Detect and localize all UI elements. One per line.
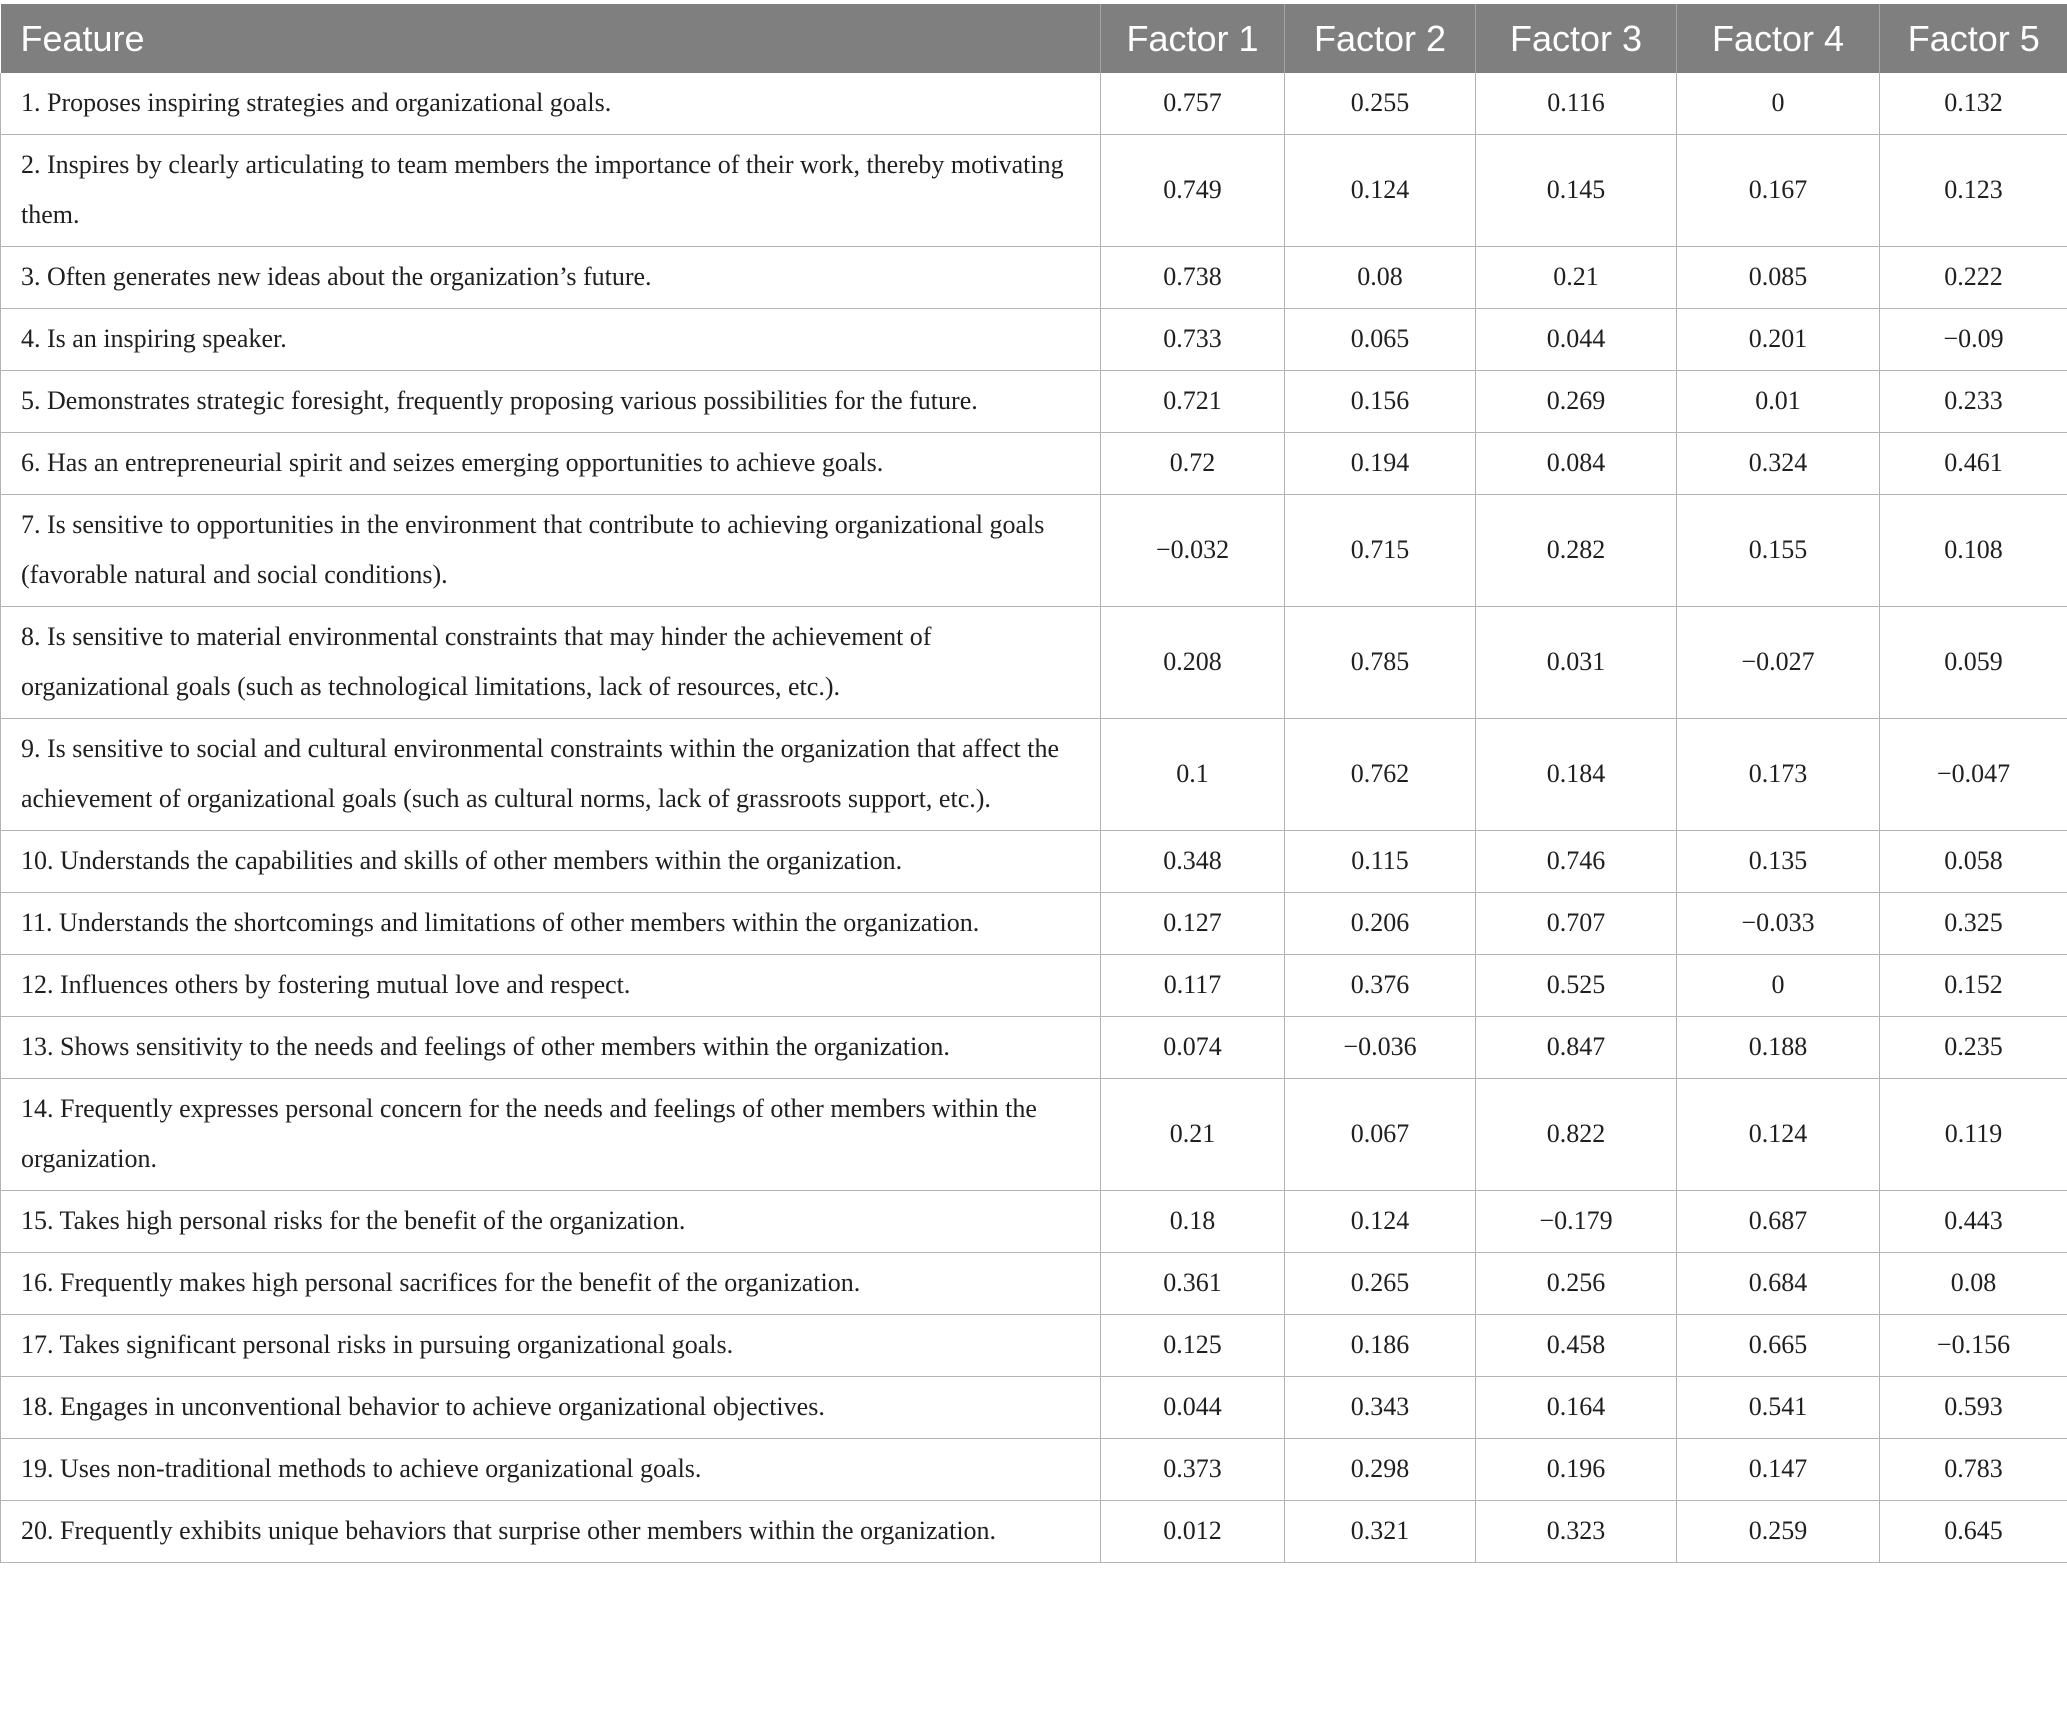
factor-4-value: 0.541 xyxy=(1677,1377,1880,1439)
factor-1-value: 0.012 xyxy=(1101,1501,1285,1563)
factor-2-value: 0.156 xyxy=(1285,371,1476,433)
table-row xyxy=(1,831,2067,893)
factor-2-value: −0.036 xyxy=(1285,1017,1476,1079)
factor-2-value: 0.115 xyxy=(1285,831,1476,893)
factor-2-value: 0.321 xyxy=(1285,1501,1476,1563)
column-header-factor-1: Factor 1 xyxy=(1101,4,1285,73)
factor-5-value: 0.235 xyxy=(1880,1017,2067,1079)
factor-1-value: 0.749 xyxy=(1101,135,1285,247)
factor-4-value: 0.147 xyxy=(1677,1439,1880,1501)
table-row xyxy=(1,719,2067,831)
factor-1-value: 0.757 xyxy=(1101,73,1285,135)
feature-cell: 17. Takes significant personal risks in pursuing organizational goals. xyxy=(1,1315,1101,1377)
factor-1-value: 0.361 xyxy=(1101,1253,1285,1315)
factor-1-value: 0.127 xyxy=(1101,893,1285,955)
factor-4-value: 0.173 xyxy=(1677,719,1880,831)
column-header-factor-4: Factor 4 xyxy=(1677,4,1880,73)
table-row xyxy=(1,1017,2067,1079)
factor-5-value: 0.461 xyxy=(1880,433,2067,495)
column-header-factor-3: Factor 3 xyxy=(1476,4,1677,73)
factor-4-value: 0 xyxy=(1677,73,1880,135)
table-row xyxy=(1,1079,2067,1191)
factor-4-value: 0.155 xyxy=(1677,495,1880,607)
factor-5-value: 0.645 xyxy=(1880,1501,2067,1563)
factor-4-value: 0.687 xyxy=(1677,1191,1880,1253)
factor-3-value: 0.164 xyxy=(1476,1377,1677,1439)
table-row xyxy=(1,1191,2067,1253)
factor-5-value: 0.783 xyxy=(1880,1439,2067,1501)
factor-2-value: 0.186 xyxy=(1285,1315,1476,1377)
factor-1-value: 0.208 xyxy=(1101,607,1285,719)
factor-5-value: 0.222 xyxy=(1880,247,2067,309)
feature-cell: 10. Understands the capabilities and skills of other members within the organization. xyxy=(1,831,1101,893)
factor-4-value: 0.684 xyxy=(1677,1253,1880,1315)
table-row xyxy=(1,1377,2067,1439)
feature-cell: 5. Demonstrates strategic foresight, frequently proposing various possibilities for the future. xyxy=(1,371,1101,433)
factor-5-value: 0.233 xyxy=(1880,371,2067,433)
factor-1-value: 0.721 xyxy=(1101,371,1285,433)
feature-cell: 18. Engages in unconventional behavior to achieve organizational objectives. xyxy=(1,1377,1101,1439)
factor-5-value: 0.119 xyxy=(1880,1079,2067,1191)
table-row xyxy=(1,1315,2067,1377)
feature-cell: 15. Takes high personal risks for the benefit of the organization. xyxy=(1,1191,1101,1253)
factor-3-value: 0.044 xyxy=(1476,309,1677,371)
factor-4-value: 0 xyxy=(1677,955,1880,1017)
factor-1-value: 0.733 xyxy=(1101,309,1285,371)
table-row xyxy=(1,1501,2067,1563)
factor-3-value: −0.179 xyxy=(1476,1191,1677,1253)
factor-2-value: 0.124 xyxy=(1285,1191,1476,1253)
factor-5-value: −0.09 xyxy=(1880,309,2067,371)
feature-cell: 6. Has an entrepreneurial spirit and seizes emerging opportunities to achieve goals. xyxy=(1,433,1101,495)
factor-2-value: 0.376 xyxy=(1285,955,1476,1017)
factor-4-value: 0.085 xyxy=(1677,247,1880,309)
factor-1-value: 0.074 xyxy=(1101,1017,1285,1079)
feature-cell: 20. Frequently exhibits unique behaviors that surprise other members within the organization. xyxy=(1,1501,1101,1563)
table-row xyxy=(1,247,2067,309)
column-header-factor-5: Factor 5 xyxy=(1880,4,2067,73)
factor-3-value: 0.525 xyxy=(1476,955,1677,1017)
factor-2-value: 0.785 xyxy=(1285,607,1476,719)
feature-cell: 4. Is an inspiring speaker. xyxy=(1,309,1101,371)
factor-2-value: 0.265 xyxy=(1285,1253,1476,1315)
feature-cell: 19. Uses non-traditional methods to achieve organizational goals. xyxy=(1,1439,1101,1501)
factor-3-value: 0.282 xyxy=(1476,495,1677,607)
table-row xyxy=(1,309,2067,371)
table-row xyxy=(1,607,2067,719)
feature-cell: 1. Proposes inspiring strategies and organizational goals. xyxy=(1,73,1101,135)
feature-cell: 11. Understands the shortcomings and limitations of other members within the organization. xyxy=(1,893,1101,955)
factor-5-value: 0.132 xyxy=(1880,73,2067,135)
factor-3-value: 0.256 xyxy=(1476,1253,1677,1315)
factor-1-value: 0.117 xyxy=(1101,955,1285,1017)
factor-2-value: 0.124 xyxy=(1285,135,1476,247)
factor-3-value: 0.031 xyxy=(1476,607,1677,719)
factor-5-value: −0.156 xyxy=(1880,1315,2067,1377)
feature-cell: 12. Influences others by fostering mutual love and respect. xyxy=(1,955,1101,1017)
feature-cell: 9. Is sensitive to social and cultural environmental constraints within the organization that affect the achievement of organizational goals (such as cultural norms, lack of grassroots support, etc.). xyxy=(1,719,1101,831)
factor-4-value: 0.01 xyxy=(1677,371,1880,433)
factor-5-value: −0.047 xyxy=(1880,719,2067,831)
factor-loadings-table xyxy=(0,4,2067,1563)
factor-5-value: 0.058 xyxy=(1880,831,2067,893)
feature-cell: 2. Inspires by clearly articulating to team members the importance of their work, thereby motivating them. xyxy=(1,135,1101,247)
table-row xyxy=(1,1253,2067,1315)
factor-2-value: 0.065 xyxy=(1285,309,1476,371)
factor-1-value: 0.18 xyxy=(1101,1191,1285,1253)
factor-3-value: 0.269 xyxy=(1476,371,1677,433)
factor-4-value: 0.188 xyxy=(1677,1017,1880,1079)
factor-4-value: 0.665 xyxy=(1677,1315,1880,1377)
factor-3-value: 0.822 xyxy=(1476,1079,1677,1191)
feature-cell: 3. Often generates new ideas about the organization’s future. xyxy=(1,247,1101,309)
factor-2-value: 0.206 xyxy=(1285,893,1476,955)
table-row xyxy=(1,433,2067,495)
factor-3-value: 0.116 xyxy=(1476,73,1677,135)
table-row xyxy=(1,893,2067,955)
factor-3-value: 0.084 xyxy=(1476,433,1677,495)
factor-3-value: 0.184 xyxy=(1476,719,1677,831)
factor-4-value: 0.124 xyxy=(1677,1079,1880,1191)
factor-2-value: 0.343 xyxy=(1285,1377,1476,1439)
factor-3-value: 0.196 xyxy=(1476,1439,1677,1501)
factor-1-value: 0.044 xyxy=(1101,1377,1285,1439)
factor-1-value: 0.21 xyxy=(1101,1079,1285,1191)
factor-5-value: 0.123 xyxy=(1880,135,2067,247)
factor-4-value: −0.033 xyxy=(1677,893,1880,955)
factor-5-value: 0.108 xyxy=(1880,495,2067,607)
factor-5-value: 0.152 xyxy=(1880,955,2067,1017)
header-row xyxy=(1,4,2067,73)
factor-5-value: 0.443 xyxy=(1880,1191,2067,1253)
table-header xyxy=(1,4,2067,73)
factor-2-value: 0.715 xyxy=(1285,495,1476,607)
factor-4-value: 0.167 xyxy=(1677,135,1880,247)
factor-3-value: 0.323 xyxy=(1476,1501,1677,1563)
factor-3-value: 0.145 xyxy=(1476,135,1677,247)
table-row xyxy=(1,135,2067,247)
factor-2-value: 0.762 xyxy=(1285,719,1476,831)
factor-2-value: 0.067 xyxy=(1285,1079,1476,1191)
factor-5-value: 0.059 xyxy=(1880,607,2067,719)
factor-1-value: 0.738 xyxy=(1101,247,1285,309)
factor-3-value: 0.21 xyxy=(1476,247,1677,309)
factor-2-value: 0.255 xyxy=(1285,73,1476,135)
feature-cell: 16. Frequently makes high personal sacrifices for the benefit of the organization. xyxy=(1,1253,1101,1315)
factor-1-value: 0.72 xyxy=(1101,433,1285,495)
factor-4-value: 0.135 xyxy=(1677,831,1880,893)
factor-4-value: 0.324 xyxy=(1677,433,1880,495)
factor-3-value: 0.847 xyxy=(1476,1017,1677,1079)
column-header-factor-2: Factor 2 xyxy=(1285,4,1476,73)
factor-2-value: 0.08 xyxy=(1285,247,1476,309)
factor-2-value: 0.298 xyxy=(1285,1439,1476,1501)
feature-cell: 14. Frequently expresses personal concern for the needs and feelings of other members within the organization. xyxy=(1,1079,1101,1191)
factor-4-value: 0.259 xyxy=(1677,1501,1880,1563)
column-header-feature: Feature xyxy=(1,4,1101,73)
factor-5-value: 0.593 xyxy=(1880,1377,2067,1439)
factor-2-value: 0.194 xyxy=(1285,433,1476,495)
feature-cell: 13. Shows sensitivity to the needs and feelings of other members within the organization. xyxy=(1,1017,1101,1079)
table-row xyxy=(1,495,2067,607)
factor-1-value: 0.348 xyxy=(1101,831,1285,893)
factor-4-value: 0.201 xyxy=(1677,309,1880,371)
factor-3-value: 0.746 xyxy=(1476,831,1677,893)
factor-1-value: 0.125 xyxy=(1101,1315,1285,1377)
factor-1-value: −0.032 xyxy=(1101,495,1285,607)
factor-1-value: 0.373 xyxy=(1101,1439,1285,1501)
table-row xyxy=(1,73,2067,135)
feature-cell: 7. Is sensitive to opportunities in the environment that contribute to achieving organizational goals (favorable natural and social conditions). xyxy=(1,495,1101,607)
factor-1-value: 0.1 xyxy=(1101,719,1285,831)
factor-3-value: 0.458 xyxy=(1476,1315,1677,1377)
feature-cell: 8. Is sensitive to material environmental constraints that may hinder the achievement of organizational goals (such as technological limitations, lack of resources, etc.). xyxy=(1,607,1101,719)
table-body xyxy=(1,73,2067,1563)
factor-5-value: 0.08 xyxy=(1880,1253,2067,1315)
table-row xyxy=(1,955,2067,1017)
factor-3-value: 0.707 xyxy=(1476,893,1677,955)
factor-5-value: 0.325 xyxy=(1880,893,2067,955)
table-row xyxy=(1,1439,2067,1501)
table-row xyxy=(1,371,2067,433)
factor-4-value: −0.027 xyxy=(1677,607,1880,719)
